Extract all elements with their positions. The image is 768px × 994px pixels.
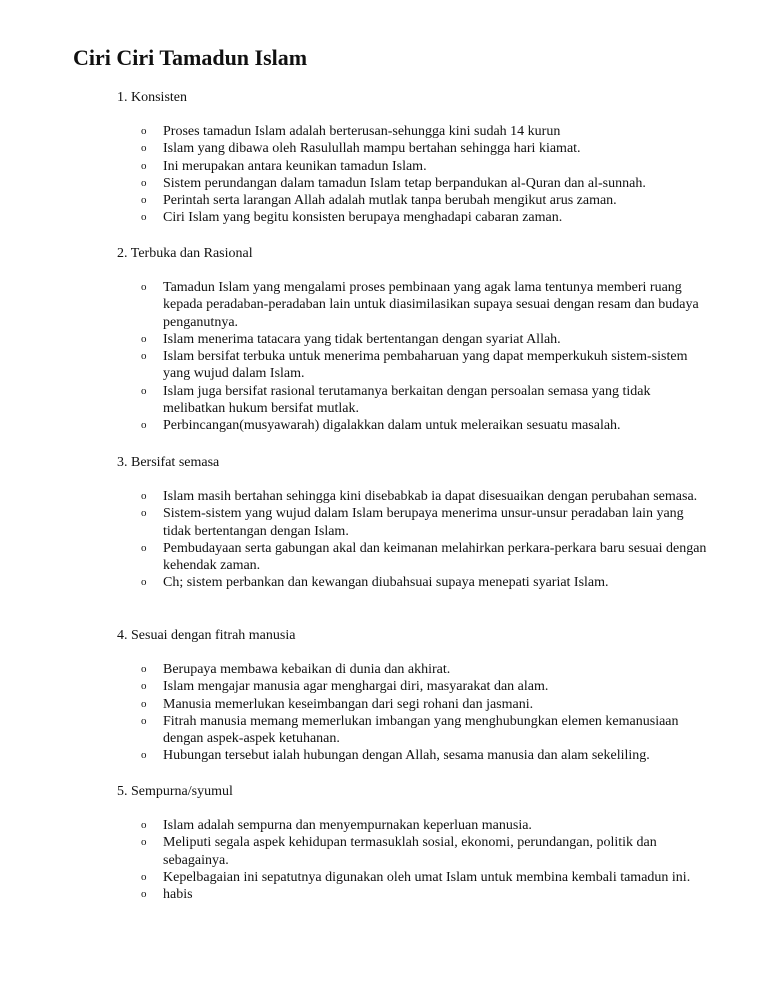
list-item-text: Islam bersifat terbuka untuk menerima pembaharuan yang dapat memperkukuh sistem-sistem yang wujud dalam Islam.: [163, 349, 688, 382]
bullet-list: [0, 661, 713, 765]
bullet-icon: o: [141, 714, 147, 727]
bullet-icon: o: [141, 576, 147, 589]
list-item: [0, 713, 713, 748]
bullet-list: [0, 817, 713, 903]
list-item-text: Islam adalah sempurna dan menyempurnakan keperluan manusia.: [163, 818, 532, 833]
list-item-text: Perintah serta larangan Allah adalah mutlak tanpa berubah mengikut arus zaman.: [163, 193, 617, 209]
list-item: [0, 817, 713, 834]
bullet-icon: o: [141, 663, 147, 675]
list-item: [0, 383, 713, 418]
list-item: [0, 175, 713, 192]
bullet-list: [0, 123, 713, 227]
list-item-text: Kepelbagaian ini sepatutnya digunakan oleh umat Islam untuk membina kembali tamadun ini.: [163, 869, 691, 885]
list-item-text: Meliputi segala aspek kehidupan termasuklah sosial, ekonomi, perundangan, politik dan sebagainya.: [163, 835, 657, 868]
list-item-text: Berupaya membawa kebaikan di dunia dan akhirat.: [163, 662, 451, 677]
bullet-icon: o: [141, 159, 147, 172]
list-item-text: Islam juga bersifat rasional terutamanya berkaitan dengan persoalan semasa yang tidak melibatkan hukum bersifat mutlak.: [163, 383, 651, 417]
list-item: [0, 279, 713, 331]
bullet-icon: o: [141, 332, 147, 345]
list-item: [0, 209, 713, 226]
list-item-text: Sistem perundangan dalam tamadun Islam tetap berpandukan al-Quran dan al-sunnah.: [163, 175, 646, 191]
bullet-icon: o: [141, 490, 147, 502]
bullet-icon: o: [141, 888, 147, 901]
bullet-icon: o: [141, 507, 147, 520]
list-item-text: Proses tamadun Islam adalah berterusan-sehungga kini sudah 14 kurun: [163, 124, 561, 139]
section-heading: 3. Bersifat semasa: [117, 455, 220, 470]
bullet-icon: o: [141, 281, 147, 293]
list-item-text: Ini merupakan antara keunikan tamadun Islam.: [163, 158, 427, 174]
list-item-text: Islam mengajar manusia agar menghargai diri, masyarakat dan alam.: [163, 679, 549, 695]
list-item: [0, 123, 713, 140]
list-item: [0, 192, 713, 209]
list-item: [0, 140, 713, 157]
list-item-text: Sistem-sistem yang wujud dalam Islam berupaya menerima unsur-unsur peradaban lain yang tidak bertentangan dengan Islam.: [163, 506, 684, 539]
bullet-icon: o: [141, 125, 147, 137]
section-heading: 2. Terbuka dan Rasional: [117, 246, 253, 261]
list-item-text: Fitrah manusia memang memerlukan imbangan yang menghubungkan elemen kemanusiaan dengan aspek-aspek ketuhanan.: [163, 713, 679, 747]
list-item-text: Islam menerima tatacara yang tidak bertentangan dengan syariat Allah.: [163, 331, 561, 347]
section-heading: 5. Sempurna/syumul: [117, 784, 233, 799]
list-item-text: Hubungan tersebut ialah hubungan dengan Allah, sesama manusia dan alam sekeliling.: [163, 748, 650, 764]
bullet-icon: o: [141, 870, 147, 883]
bullet-icon: o: [141, 749, 147, 762]
list-item-text: habis: [163, 887, 193, 903]
list-item: [0, 348, 713, 383]
bullet-icon: o: [141, 350, 147, 363]
list-item: [0, 574, 713, 591]
bullet-icon: o: [141, 697, 147, 710]
list-item-text: Islam masih bertahan sehingga kini disebabkab ia dapat disesuaikan dengan perubahan semasa.: [163, 489, 698, 504]
list-item: [0, 696, 713, 713]
list-item: [0, 869, 713, 886]
list-item: [0, 331, 713, 348]
bullet-icon: o: [141, 419, 147, 432]
list-item: [0, 417, 713, 434]
section-heading: 1. Konsisten: [117, 90, 187, 105]
list-item: [0, 505, 713, 540]
bullet-icon: o: [141, 142, 147, 155]
bullet-icon: o: [141, 836, 147, 849]
list-item-text: Ciri Islam yang begitu konsisten berupaya menghadapi cabaran zaman.: [163, 210, 563, 226]
list-item: [0, 540, 713, 575]
bullet-icon: o: [141, 819, 147, 831]
bullet-icon: o: [141, 680, 147, 693]
section-heading: 4. Sesuai dengan fitrah manusia: [117, 628, 296, 643]
list-item: [0, 678, 713, 695]
list-item-text: Ch; sistem perbankan dan kewangan diubahsuai supaya menepati syariat Islam.: [163, 575, 609, 591]
bullet-icon: o: [141, 541, 147, 554]
bullet-list: [0, 488, 713, 592]
list-item: [0, 661, 713, 678]
list-item-text: Manusia memerlukan keseimbangan dari segi rohani dan jasmani.: [163, 696, 534, 712]
bullet-icon: o: [141, 384, 147, 397]
list-item-text: Perbincangan(musyawarah) digalakkan dalam untuk meleraikan sesuatu masalah.: [163, 418, 621, 434]
list-item: [0, 834, 713, 869]
list-item: [0, 747, 713, 764]
list-item-text: Tamadun Islam yang mengalami proses pembinaan yang agak lama tentunya memberi ruang kepada peradaban-peradaban lain untuk diasimilasikan supaya sesuai dengan resam dan budaya penganutnya.: [163, 280, 699, 330]
list-item: [0, 488, 713, 505]
list-item: [0, 886, 713, 903]
bullet-list: [0, 279, 713, 435]
list-item-text: Pembudayaan serta gabungan akal dan keimanan melahirkan perkara-perkara baru sesuai dengan kehendak zaman.: [163, 540, 707, 574]
bullet-icon: o: [141, 176, 147, 189]
page-title: Ciri Ciri Tamadun Islam: [73, 45, 308, 70]
list-item-text: Islam yang dibawa oleh Rasulullah mampu bertahan sehingga hari kiamat.: [163, 141, 581, 157]
list-item: [0, 158, 713, 175]
bullet-icon: o: [141, 194, 147, 207]
bullet-icon: o: [141, 211, 147, 224]
